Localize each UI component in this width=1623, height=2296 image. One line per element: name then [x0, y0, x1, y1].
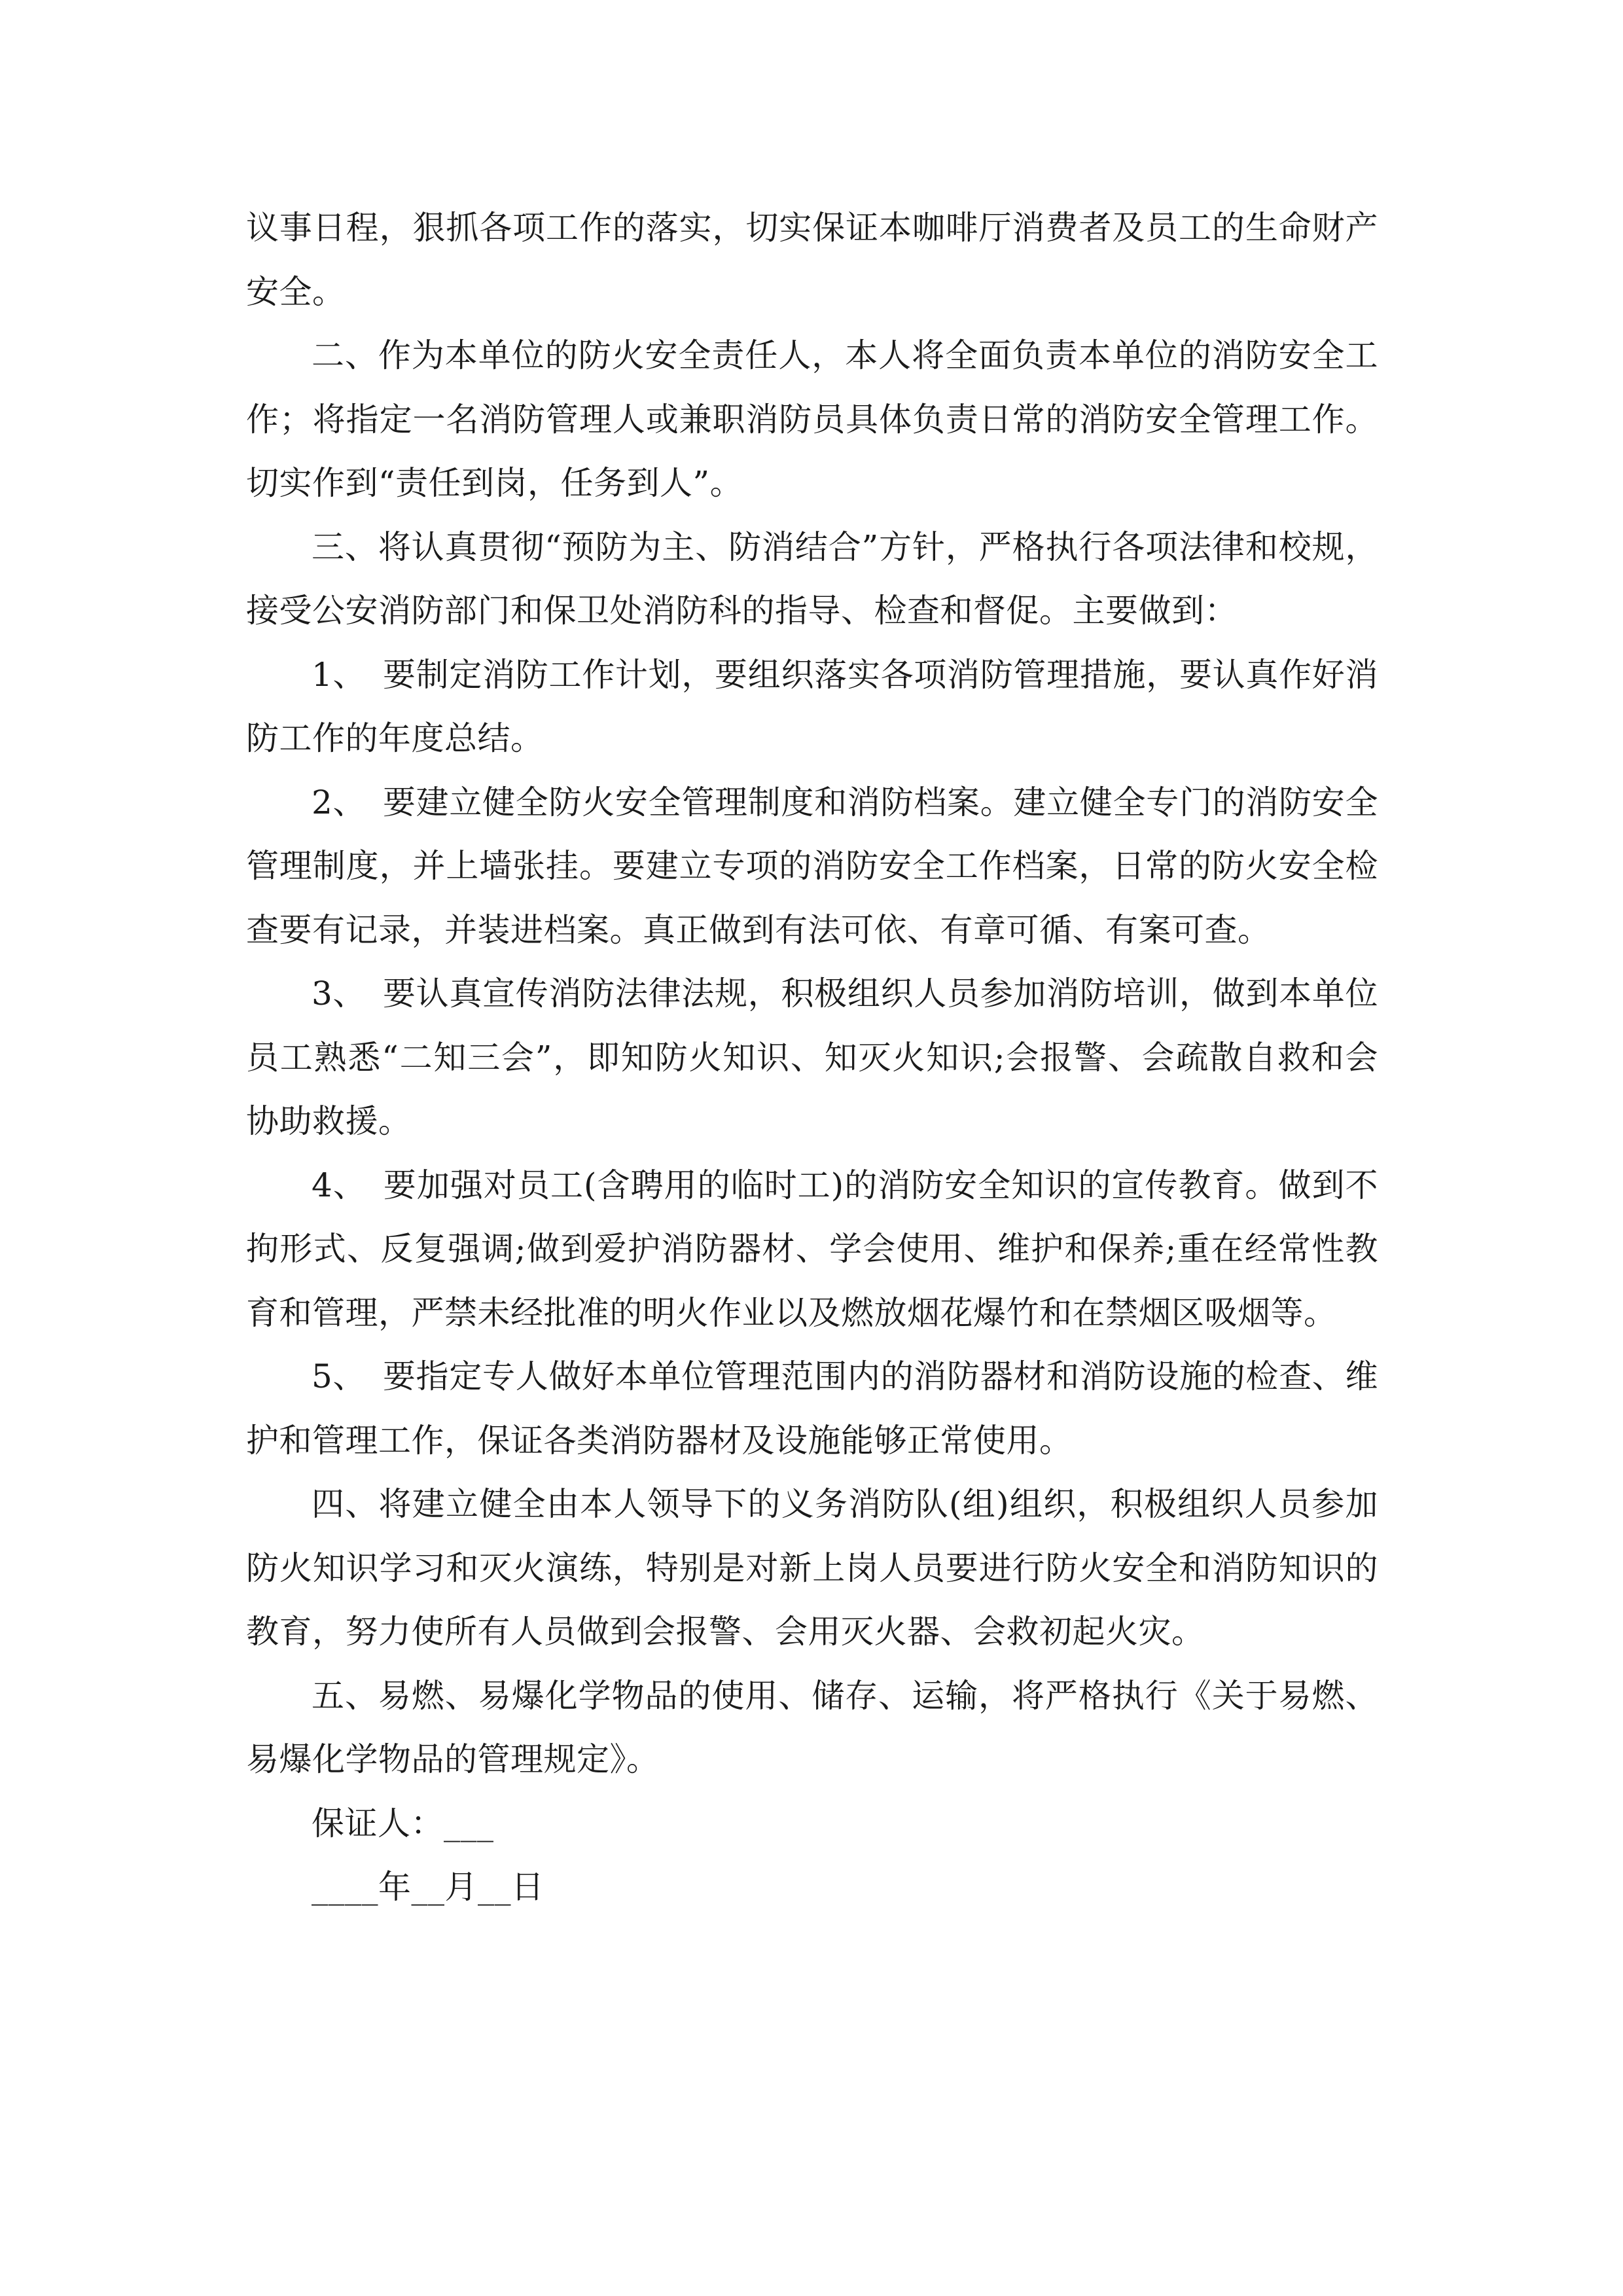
document-page: [246, 196, 1378, 1920]
paragraph-continuation: 议事日程，狠抓各项工作的落实，切实保证本咖啡厅消费者及员工的生命财产安全。: [246, 209, 1378, 311]
paragraph-section-2: 二、作为本单位的防火安全责任人，本人将全面负责本单位的消防安全工作；将指定一名消防管理人或兼职消防员具体负责日常的消防安全管理工作。切实作到“责任到岗，任务到人”。: [246, 336, 1378, 502]
paragraph-section-4: 四、将建立健全由本人领导下的义务消防队(组)组织，积极组织人员参加防火知识学习和灭火演练，特别是对新上岗人员要进行防火安全和消防知识的教育，努力使所有人员做到会报警、会用灭火器、会救初起火灾。: [246, 1485, 1378, 1651]
list-item-3: 3、 要认真宣传消防法律法规，积极组织人员参加消防培训，做到本单位员工熟悉“二知三会”，即知防火知识、知灭火知识;会报警、会疏散自救和会协助救援。: [246, 975, 1378, 1140]
list-item-4: 4、 要加强对员工(含聘用的临时工)的消防安全知识的宣传教育。做到不拘形式、反复强调;做到爱护消防器材、学会使用、维护和保养;重在经常性教育和管理，严禁未经批准的明火作业以及燃放烟花爆竹和在禁烟区吸烟等。: [246, 1166, 1378, 1332]
paragraph-section-5: 五、易燃、易爆化学物品的使用、储存、运输，将严格执行《关于易燃、易爆化学物品的管理规定》。: [246, 1676, 1378, 1778]
date-line: ____年__月__日: [312, 1868, 544, 1906]
paragraph-section-3: 三、将认真贯彻“预防为主、防消结合”方针，严格执行各项法律和校规，接受公安消防部门和保卫处消防科的指导、检查和督促。主要做到：: [246, 528, 1378, 630]
list-item-1: 1、 要制定消防工作计划，要组织落实各项消防管理措施，要认真作好消防工作的年度总结。: [246, 655, 1378, 757]
list-item-2: 2、 要建立健全防火安全管理制度和消防档案。建立健全专门的消防安全管理制度，并上墙张挂。要建立专项的消防安全工作档案，日常的防火安全检查要有记录，并装进档案。真正做到有法可依、有章可循、有案可查。: [246, 783, 1378, 949]
guarantor-signature-line: 保证人：___: [312, 1804, 494, 1842]
list-item-5: 5、 要指定专人做好本单位管理范围内的消防器材和消防设施的检查、维护和管理工作，保证各类消防器材及设施能够正常使用。: [246, 1357, 1378, 1460]
